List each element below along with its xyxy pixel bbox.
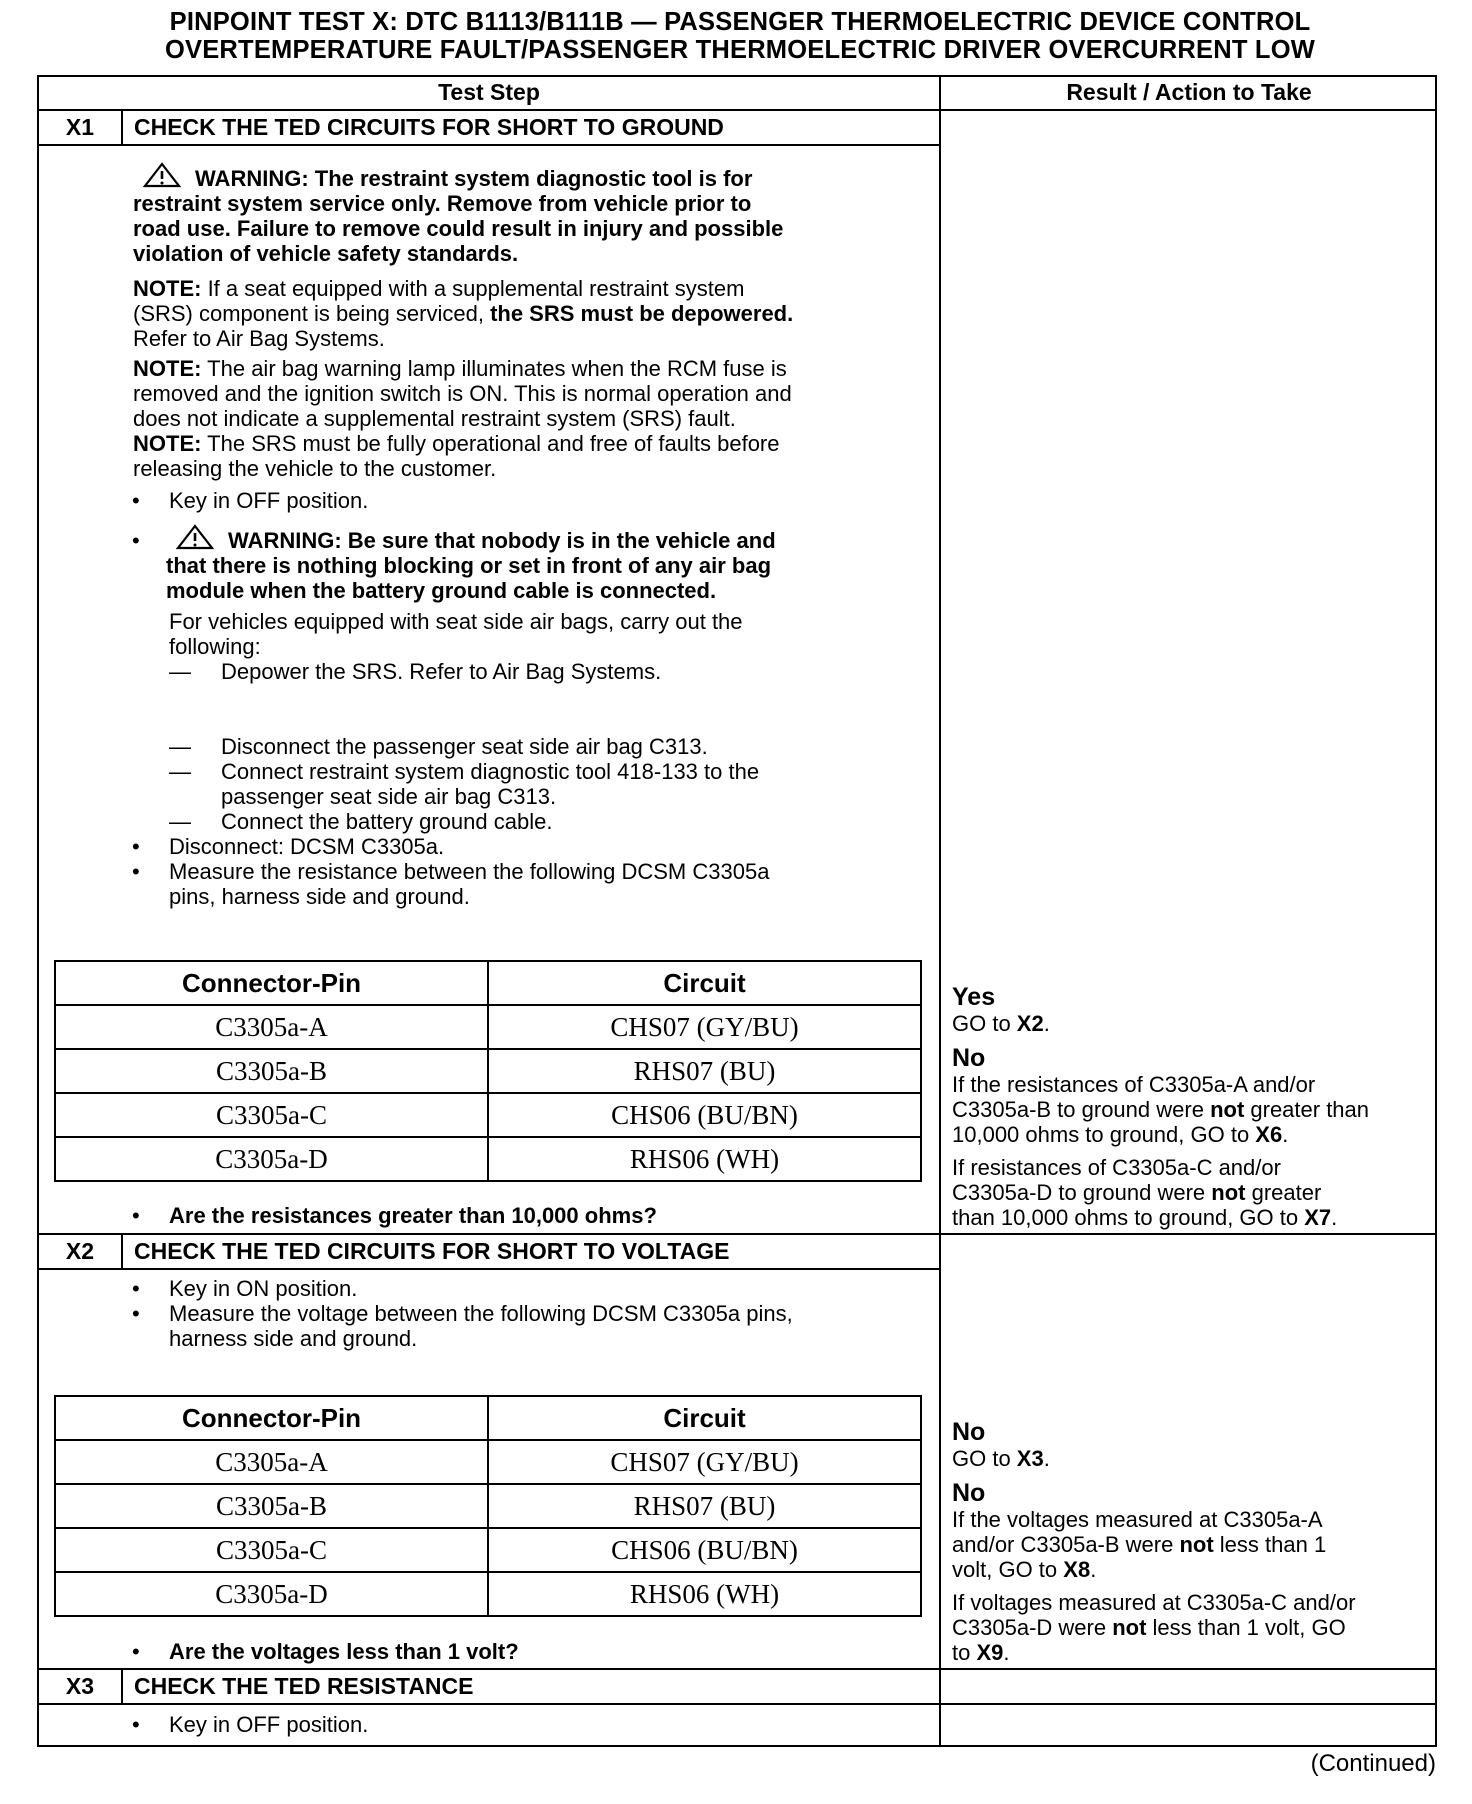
result-x2: No GO to X3. No If the voltages measured at C3305a-A and/or C3305a-B were not less than 1 volt, GO to X8. If voltages measured at C3305a-C and/or C3305a-D were not less than 1 volt, GO to X9. [952, 1418, 1442, 1665]
warning-battery [166, 524, 926, 603]
seat-side-line: following: [169, 634, 261, 659]
header-test-step: Test Step [438, 79, 540, 105]
bullet-icon: • [132, 1712, 140, 1737]
x1-title-divider [37, 144, 941, 146]
step-id-divider-x1 [121, 109, 123, 145]
step-key-off-x3: Key in OFF position. [169, 1712, 369, 1737]
cell-pin: C3305a-D [55, 1137, 488, 1181]
bullet-icon: • [132, 859, 140, 884]
warning-tool-line: violation of vehicle safety standards. [133, 241, 519, 266]
measure-line: Measure the resistance between the following DCSM C3305a [169, 859, 770, 884]
table-row [55, 1572, 921, 1616]
note-text: (SRS) component is being serviced, [133, 301, 491, 326]
cell-pin: C3305a-C [55, 1528, 488, 1572]
result-text: If voltages measured at C3305a-C and/or [952, 1590, 1356, 1615]
step-measure-voltage [169, 1301, 939, 1351]
step-key-off: Key in OFF position. [169, 488, 369, 513]
result-emphasis: not [1211, 1180, 1246, 1205]
note-emphasis: the SRS must be depowered. [490, 301, 794, 326]
step-disconnect-dcsm: Disconnect: DCSM C3305a. [169, 834, 445, 859]
result-text: and/or C3305a-B were [952, 1532, 1180, 1557]
note-warning-lamp [133, 356, 933, 481]
question-x2: Are the voltages less than 1 volt? [169, 1639, 519, 1664]
note-text: releasing the vehicle to the customer. [133, 456, 497, 481]
bullet-icon: • [132, 1276, 140, 1301]
table-row [55, 1484, 921, 1528]
cell-circuit: CHS07 (GY/BU) [488, 1005, 921, 1049]
result-emphasis: not [1112, 1615, 1147, 1640]
result-text: C3305a-B to ground were [952, 1097, 1211, 1122]
result-emphasis: not [1210, 1097, 1245, 1122]
go-to-x3-link[interactable]: X3 [1016, 1446, 1044, 1471]
step-id-divider-x2 [121, 1233, 123, 1269]
header-result: Result / Action to Take [1066, 79, 1312, 105]
seat-side-line: For vehicles equipped with seat side air bags, carry out the [169, 609, 743, 634]
table-row [55, 1005, 921, 1049]
x2-end-divider [37, 1668, 1437, 1670]
warning-triangle-icon [143, 162, 181, 188]
step-depower-srs: Depower the SRS. Refer to Air Bag Systems. [221, 659, 662, 684]
pin-table-x1 [54, 960, 922, 1182]
step-title-x1: CHECK THE TED CIRCUITS FOR SHORT TO GROUND [134, 114, 724, 140]
step-connect-tool [221, 759, 921, 809]
result-text: volt, GO to [952, 1557, 1064, 1582]
note-text: The air bag warning lamp illuminates when the RCM fuse is [201, 356, 787, 381]
warning-tool-line: road use. Failure to remove could result in injury and possible [133, 216, 784, 241]
bullet-icon: • [132, 834, 140, 859]
dash-icon: — [169, 809, 191, 834]
dash-icon: — [169, 759, 191, 784]
warning-triangle-icon [176, 524, 214, 550]
warning-battery-line: that there is nothing blocking or set in front of any air bag [166, 553, 772, 578]
bullet-icon: • [132, 1203, 140, 1228]
warning-battery-line: module when the battery ground cable is connected. [166, 578, 717, 603]
step-title-x2: CHECK THE TED CIRCUITS FOR SHORT TO VOLTAGE [134, 1238, 730, 1264]
result-emphasis: not [1179, 1532, 1214, 1557]
warning-tool [133, 162, 933, 266]
title-line-1: PINPOINT TEST X: DTC B1113/B111B — PASSENGER THERMOELECTRIC DEVICE CONTROL [169, 8, 1311, 36]
table-row [55, 1440, 921, 1484]
step-connect-battery: Connect the battery ground cable. [221, 809, 553, 834]
cell-circuit: RHS06 (WH) [488, 1137, 921, 1181]
header-divider [37, 109, 1437, 111]
result-text: If the resistances of C3305a-A and/or [952, 1072, 1316, 1097]
note-label: NOTE: [133, 276, 202, 301]
pin-table-header [55, 961, 921, 1005]
cell-circuit: RHS07 (BU) [488, 1049, 921, 1093]
note-text: The SRS must be fully operational and free of faults before [201, 431, 780, 456]
table-row [55, 1093, 921, 1137]
note-text: If a seat equipped with a supplemental restraint system [201, 276, 745, 301]
result-text: C3305a-D were [952, 1615, 1113, 1640]
measure-line: harness side and ground. [169, 1326, 418, 1351]
warning-tool-line: WARNING: The restraint system diagnostic tool is for [195, 166, 753, 191]
result-text: GO to [952, 1446, 1017, 1471]
result-text: C3305a-D to ground were [952, 1180, 1212, 1205]
result-text: greater than [1244, 1097, 1370, 1122]
note-srs-depower [133, 276, 933, 351]
pin-table-header [55, 1396, 921, 1440]
cell-pin: C3305a-A [55, 1005, 488, 1049]
connect-tool-line: Connect restraint system diagnostic tool 418-133 to the [221, 759, 760, 784]
note-label: NOTE: [133, 356, 202, 381]
go-to-x9-link[interactable]: X9 [976, 1640, 1004, 1665]
connect-tool-line: passenger seat side air bag C313. [221, 784, 557, 809]
x3-title-divider [37, 1703, 1437, 1705]
cell-circuit: CHS07 (GY/BU) [488, 1440, 921, 1484]
result-no: No [952, 1418, 986, 1446]
step-measure-resistance [169, 859, 929, 909]
result-text: If resistances of C3305a-C and/or [952, 1155, 1281, 1180]
page-title [40, 8, 1440, 64]
table-row [55, 1049, 921, 1093]
step-id-x3: X3 [65, 1673, 95, 1699]
measure-line: pins, harness side and ground. [169, 884, 470, 909]
col-connector-pin: Connector-Pin [55, 961, 488, 1005]
cell-circuit: CHS06 (BU/BN) [488, 1528, 921, 1572]
col-circuit: Circuit [488, 961, 921, 1005]
seat-side-instruction [169, 609, 929, 659]
cell-circuit: RHS06 (WH) [488, 1572, 921, 1616]
question-x1: Are the resistances greater than 10,000 ohms? [169, 1203, 657, 1228]
column-divider [939, 75, 941, 1747]
note-label: NOTE: [133, 431, 202, 456]
go-to-x8-link[interactable]: X8 [1063, 1557, 1091, 1582]
note-text: does not indicate a supplemental restraint system (SRS) fault. [133, 406, 736, 431]
measure-line: Measure the voltage between the following DCSM C3305a pins, [169, 1301, 793, 1326]
dash-icon: — [169, 734, 191, 759]
dash-icon: — [169, 659, 191, 684]
result-text: 10,000 ohms to ground, GO to [952, 1122, 1256, 1147]
result-text: greater [1245, 1180, 1322, 1205]
step-id-divider-x3 [121, 1668, 123, 1704]
x2-title-divider [37, 1268, 941, 1270]
step-key-on: Key in ON position. [169, 1276, 358, 1301]
col-connector-pin: Connector-Pin [55, 1396, 488, 1440]
bullet-icon: • [132, 528, 140, 553]
pin-table-x2 [54, 1395, 922, 1617]
continued-label: (Continued) [1310, 1750, 1436, 1777]
result-text: less than 1 [1213, 1532, 1327, 1557]
x1-end-divider [37, 1233, 1437, 1235]
cell-circuit: RHS07 (BU) [488, 1484, 921, 1528]
result-x1: Yes GO to X2. No If the resistances of C3305a-A and/or C3305a-B to ground were not greater than 10,000 ohms to ground, GO to X6. If resistances of C3305a-C and/or C3305a-D to ground were not greater than 10,000 ohms to ground, GO to X7. [952, 983, 1442, 1230]
go-to-x6-link[interactable]: X6 [1255, 1122, 1283, 1147]
bullet-icon: • [132, 1301, 140, 1326]
step-disconnect-c313: Disconnect the passenger seat side air bag C313. [221, 734, 708, 759]
result-text: less than 1 volt, GO [1146, 1615, 1346, 1640]
cell-circuit: CHS06 (BU/BN) [488, 1093, 921, 1137]
cell-pin: C3305a-B [55, 1484, 488, 1528]
step-title-x3: CHECK THE TED RESISTANCE [134, 1673, 474, 1699]
bullet-icon: • [132, 1639, 140, 1664]
cell-pin: C3305a-B [55, 1049, 488, 1093]
result-text: GO to [952, 1011, 1017, 1036]
bullet-icon: • [132, 488, 140, 513]
warning-battery-line: WARNING: Be sure that nobody is in the vehicle and [228, 528, 776, 553]
result-text: to [952, 1640, 977, 1665]
cell-pin: C3305a-D [55, 1572, 488, 1616]
result-text: than 10,000 ohms to ground, GO to [952, 1205, 1305, 1230]
result-no: No [952, 1479, 986, 1507]
step-id-x1: X1 [65, 114, 95, 140]
result-no: No [952, 1044, 986, 1072]
result-yes: Yes [952, 983, 996, 1011]
step-id-x2: X2 [65, 1238, 95, 1264]
table-row [55, 1137, 921, 1181]
col-circuit: Circuit [488, 1396, 921, 1440]
title-line-2: OVERTEMPERATURE FAULT/PASSENGER THERMOELECTRIC DRIVER OVERCURRENT LOW [164, 36, 1315, 64]
cell-pin: C3305a-A [55, 1440, 488, 1484]
go-to-x2-link[interactable]: X2 [1016, 1011, 1044, 1036]
result-text: If the voltages measured at C3305a-A [952, 1507, 1323, 1532]
table-row [55, 1528, 921, 1572]
warning-tool-line: restraint system service only. Remove from vehicle prior to [133, 191, 752, 216]
cell-pin: C3305a-C [55, 1093, 488, 1137]
note-text: Refer to Air Bag Systems. [133, 326, 385, 351]
go-to-x7-link[interactable]: X7 [1304, 1205, 1332, 1230]
note-text: removed and the ignition switch is ON. This is normal operation and [133, 381, 792, 406]
